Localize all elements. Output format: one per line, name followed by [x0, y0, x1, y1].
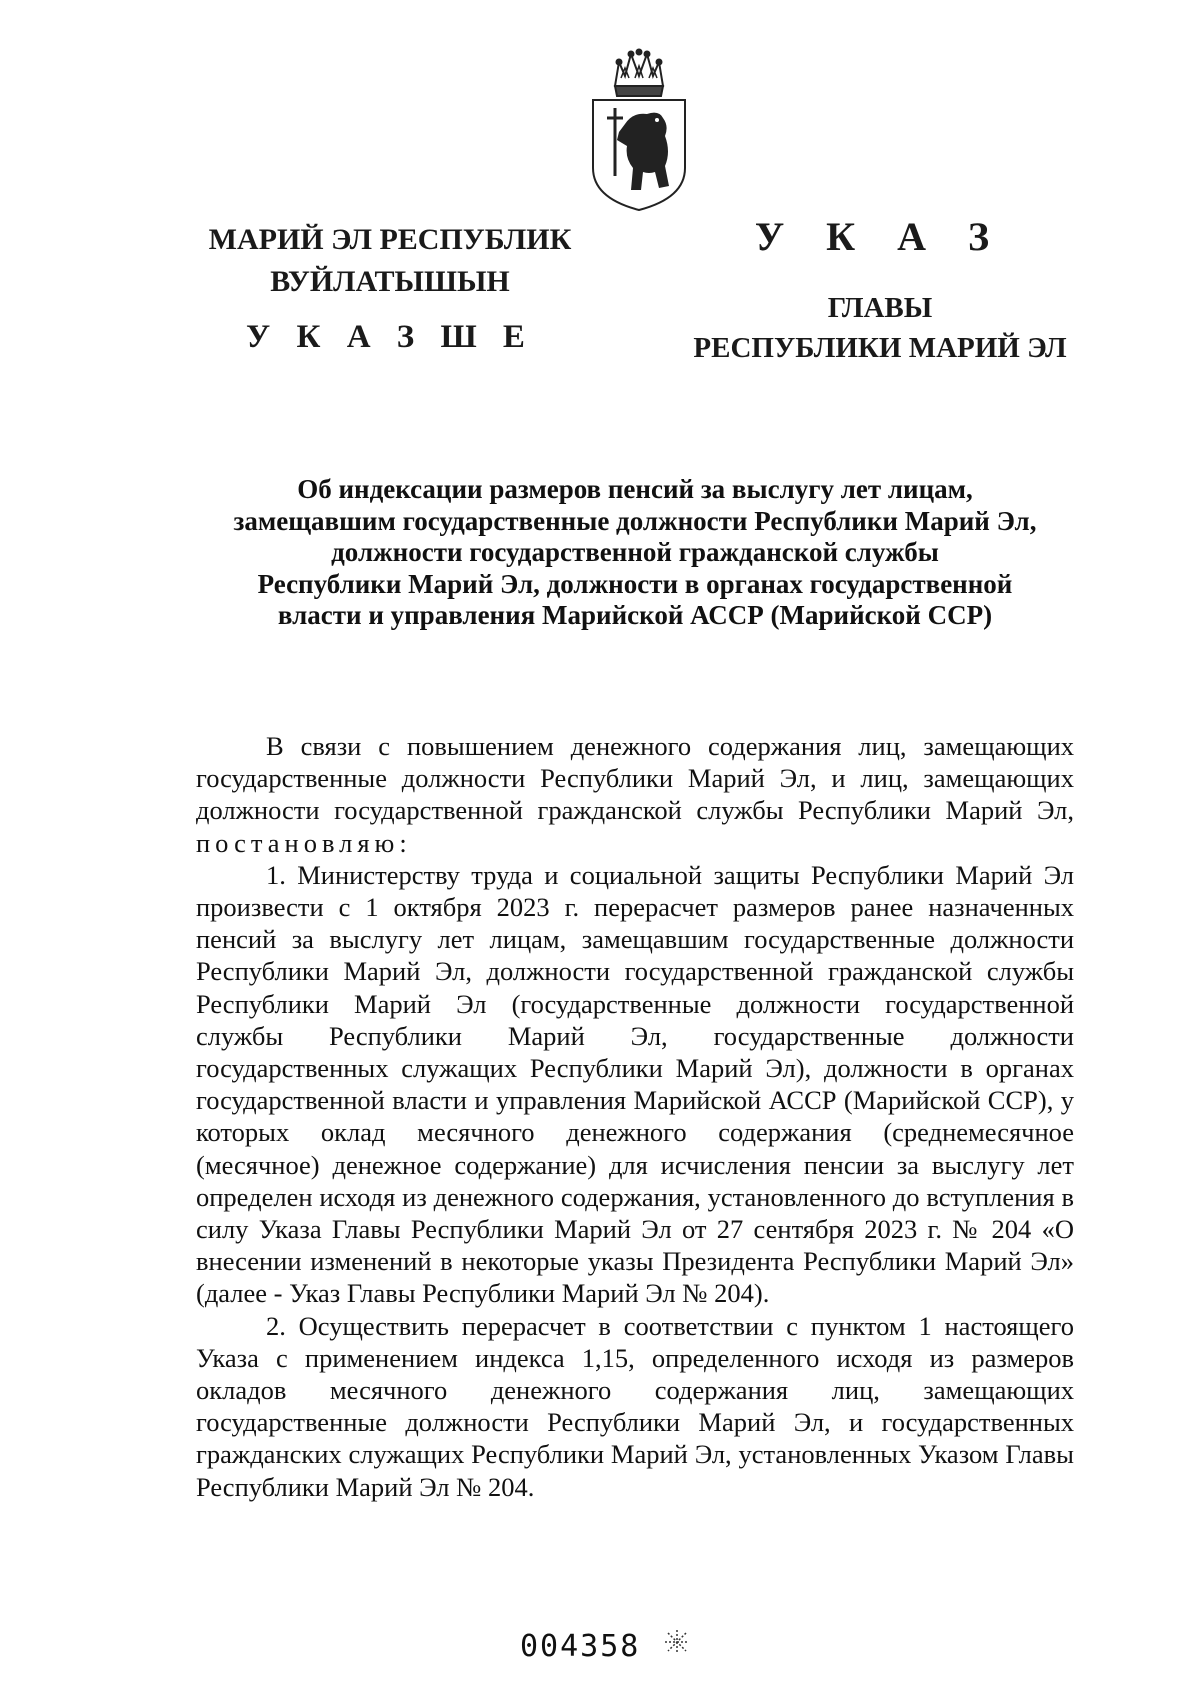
header-left-line3: У К А З Ш Е	[246, 319, 534, 355]
header-right-line3: РЕСПУБЛИКИ МАРИЙ ЭЛ	[693, 332, 1067, 364]
intro-text: В связи с повышением денежного содержания лиц, замещающих государственные должности Республики Марий Эл, и лиц, замещающих должности государственной гражданской службы Республики Марий Эл,	[196, 731, 1074, 826]
title-line: Республики Марий Эл, должности в органах государственной	[257, 568, 1013, 599]
bear-shield-icon	[585, 48, 693, 214]
title-line: власти и управления Марийской АССР (Марийской ССР)	[277, 600, 993, 630]
title-line: замещавшим государственные должности Республики Марий Эл,	[233, 505, 1037, 536]
asterisk-mark-icon	[662, 1627, 692, 1657]
paragraph-1: 1. Министерству труда и социальной защиты Республики Марий Эл произвести с 1 октября 2023 г. перерасчет размеров ранее назначенных пенсий за выслугу лет лицам, замещавшим государственные должности Республики Марий Эл, должности государственной гражданской службы Республики Марий Эл (государственные должности государственной службы Республики Марий Эл, государственные должности государственных служащих Республики Марий Эл), должности в органах государственной власти и управления Марийской АССР (Марийской ССР), у которых оклад месячного денежного содержания (среднемесячное (месячное) денежное содержание) для исчисления пенсии за выслугу лет определен исходя из денежного содержания, установленного до вступления в силу Указа Главы Республики Марий Эл от 27 сентября 2023 г. № 204 «О внесении изменений в некоторые указы Президента Республики Марий Эл» (далее - Указ Главы Республики Марий Эл № 204).	[196, 859, 1074, 1309]
paragraph-2: 2. Осуществить перерасчет в соответствии с пунктом 1 настоящего Указа с применением индекса 1,15, определенного исходя из размеров окладов месячного денежного содержания лиц, замещающих государственные должности Республики Марий Эл, и государственных гражданских служащих Республики Марий Эл, установленных Указом Главы Республики Марий Эл № 204.	[196, 1310, 1074, 1502]
document-title	[180, 474, 1090, 632]
decree-word: постановляю:	[196, 827, 412, 858]
header-left-line2: ВУЙЛАТЫШЫН	[270, 265, 510, 298]
header-right-line1: У К А З	[754, 214, 1006, 259]
title-line: должности государственной гражданской службы	[331, 537, 939, 567]
intro-paragraph	[196, 730, 1074, 859]
header-right-line2: ГЛАВЫ	[827, 292, 933, 324]
title-line: Об индексации размеров пенсий за выслугу лет лицам,	[297, 474, 973, 504]
header-left-mari	[170, 219, 610, 356]
header-left-line1: МАРИЙ ЭЛ РЕСПУБЛИК	[208, 223, 572, 256]
header-right-russian	[655, 213, 1105, 368]
serial-number: 004358	[520, 1629, 641, 1664]
coat-of-arms-emblem	[585, 48, 693, 214]
document-body	[196, 730, 1074, 1503]
